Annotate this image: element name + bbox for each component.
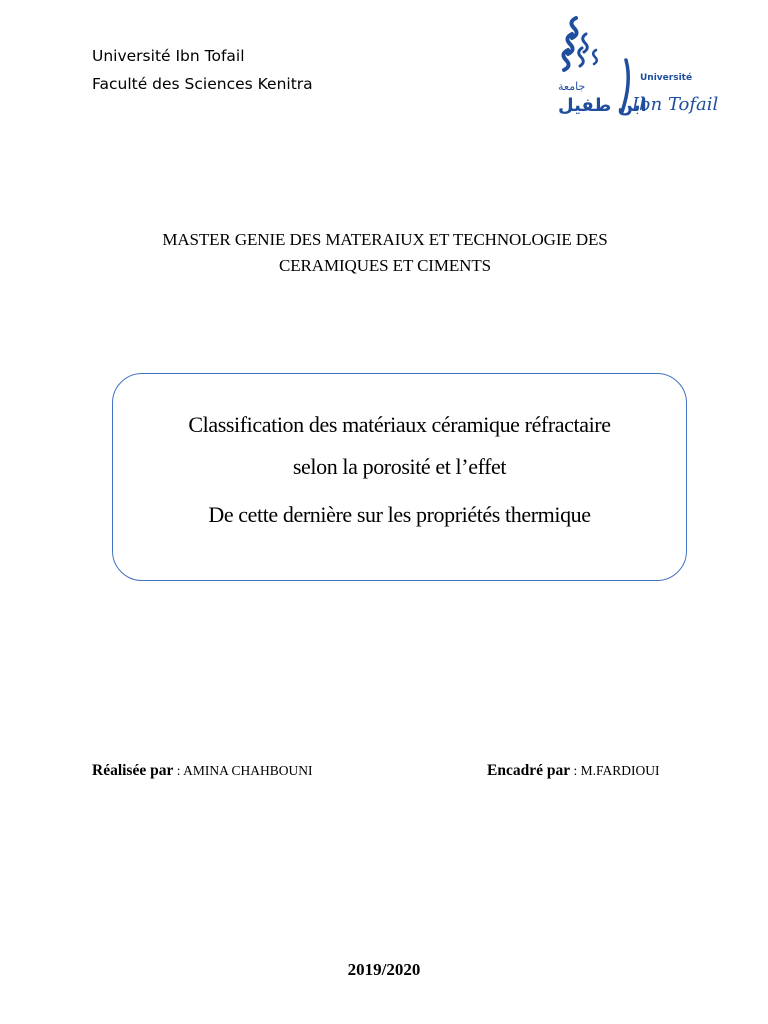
program-line-2: CERAMIQUES ET CIMENTS: [279, 256, 491, 275]
author-name: AMINA CHAHBOUNI: [183, 763, 313, 778]
author-credit: [92, 762, 313, 780]
logo-arabic-top: جامعة: [558, 80, 586, 93]
faculty-name: Faculté des Sciences Kenitra: [92, 75, 313, 93]
thesis-title-line-1: Classification des matériaux céramique réfractaire: [188, 412, 611, 437]
thesis-title-line-3: De cette dernière sur les propriétés thermique: [208, 502, 591, 527]
program-title: [90, 227, 680, 279]
logo-latin-small: Université: [640, 73, 693, 83]
university-logo-graphic: [548, 12, 719, 124]
program-line-1: MASTER GENIE DES MATERAIUX ET TECHNOLOGIE DES: [162, 230, 608, 249]
academic-year: 2019/2020: [347, 960, 421, 979]
university-header: [92, 42, 313, 98]
supervisor-name: M.FARDIOUI: [580, 763, 660, 778]
thesis-title-box: [112, 373, 687, 581]
author-label: Réalisée par: [92, 762, 174, 779]
university-logo: [548, 12, 719, 124]
supervisor-credit: [487, 762, 660, 780]
logo-arabic-name: ابن طفيل: [558, 95, 647, 116]
thesis-title-line-2: selon la porosité et l’effet: [292, 454, 507, 479]
university-name: Université Ibn Tofail: [92, 47, 245, 65]
author-separator: :: [173, 763, 184, 778]
logo-latin-name: Ibn Tofail: [632, 94, 719, 115]
supervisor-label: Encadré par: [487, 762, 571, 779]
supervisor-separator: :: [570, 763, 581, 778]
